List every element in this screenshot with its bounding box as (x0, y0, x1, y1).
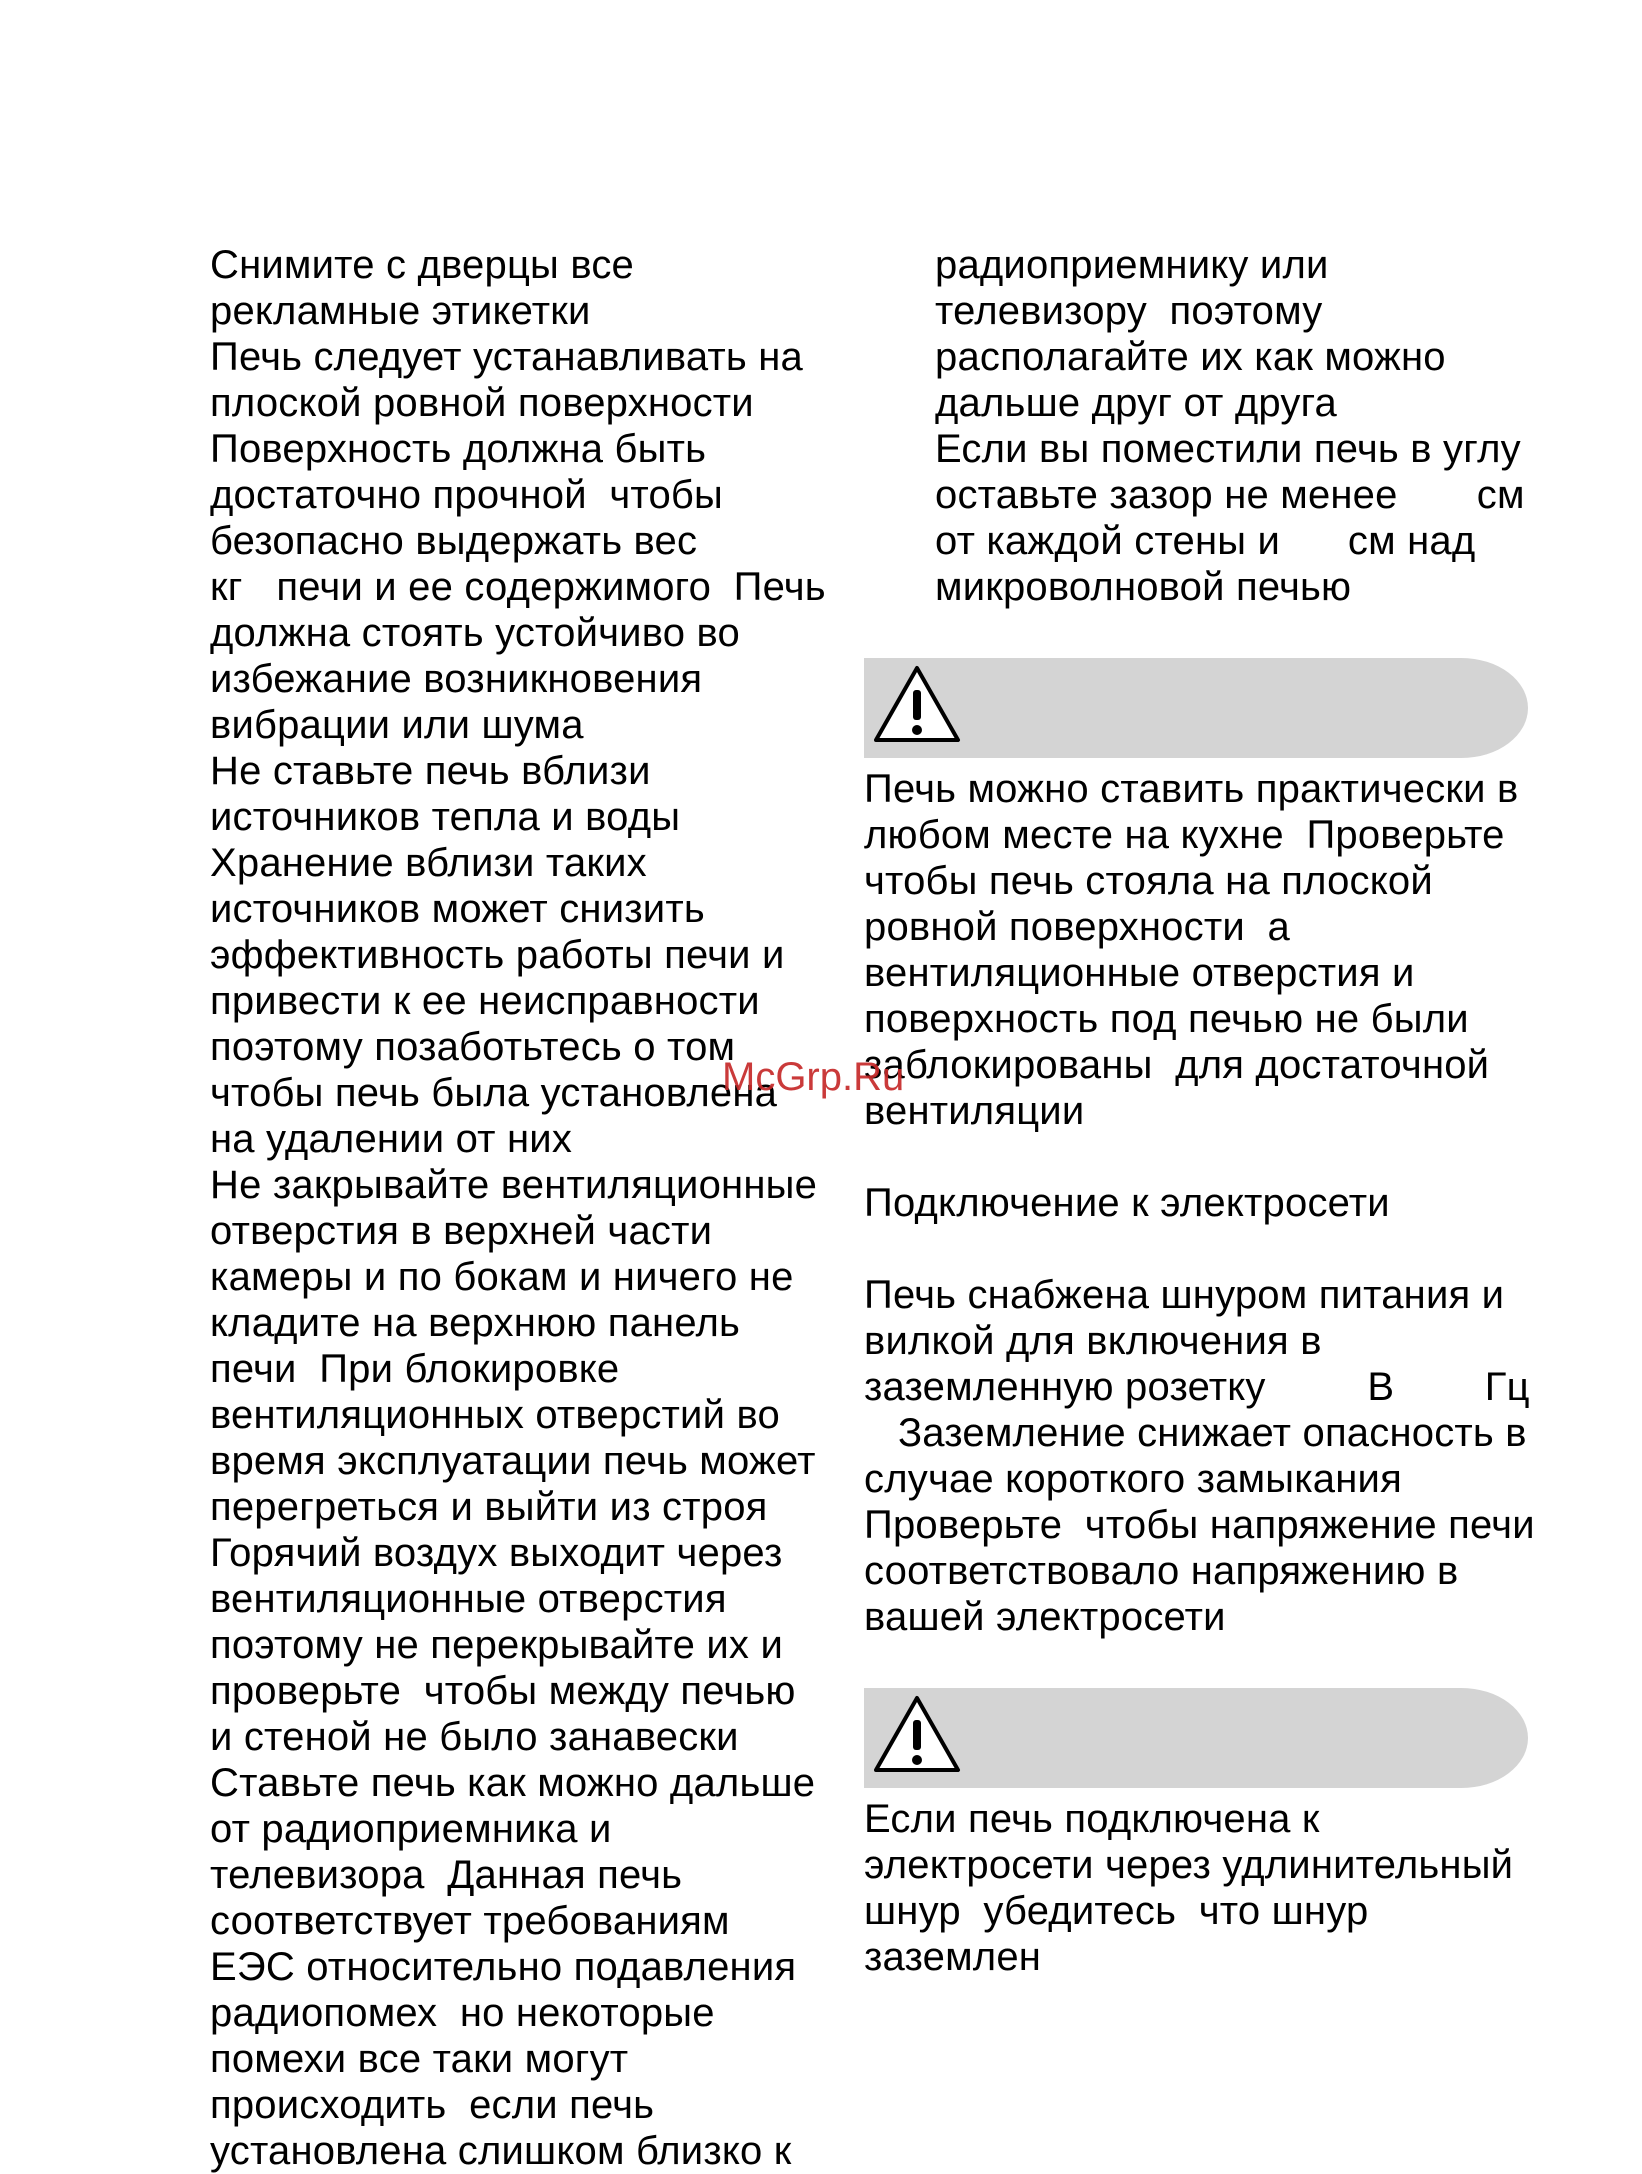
left-line: привести к ее неисправности (210, 979, 760, 1023)
left-line: кладите на верхнюю панель (210, 1301, 741, 1345)
warning-triangle-icon (872, 1694, 962, 1774)
left-line: Снимите с дверцы все (210, 243, 634, 287)
left-line: кг печи и ее содержимого Печь (210, 565, 826, 609)
right-line: от каждой стены и см над (935, 519, 1476, 563)
right-line: дальше друг от друга (935, 381, 1337, 425)
power-line: Проверьте чтобы напряжение печи (864, 1503, 1535, 1547)
left-line: отверстия в верхней части (210, 1209, 713, 1253)
left-line: Горячий воздух выходит через (210, 1531, 783, 1575)
warning2-line: шнур убедитесь что шнур (864, 1889, 1369, 1933)
left-line: вибрации или шума (210, 703, 584, 747)
left-line: происходить если печь (210, 2083, 655, 2127)
left-line: Печь следует устанавливать на (210, 335, 804, 379)
right-line: радиоприемнику или (935, 243, 1329, 287)
left-line: на удалении от них (210, 1117, 573, 1161)
warning1-line: заблокированы для достаточной (864, 1043, 1490, 1087)
left-line: эффективность работы печи и (210, 933, 785, 977)
left-line: ЕЭС относительно подавления (210, 1945, 797, 1989)
left-line: избежание возникновения (210, 657, 703, 701)
power-line: Заземление снижает опасность в (864, 1411, 1527, 1455)
right-line: микроволновой печью (935, 565, 1352, 609)
power-line: заземленную розетку В Гц (864, 1365, 1530, 1409)
power-line: случае короткого замыкания (864, 1457, 1402, 1501)
power-line: вилкой для включения в (864, 1319, 1322, 1363)
left-line: источников может снизить (210, 887, 705, 931)
right-line: Если вы поместили печь в углу (935, 427, 1521, 471)
right-line: оставьте зазор не менее см (935, 473, 1525, 517)
warning1-line: вентиляции (864, 1089, 1085, 1133)
left-line: и стеной не было занавески (210, 1715, 739, 1759)
left-line: достаточно прочной чтобы (210, 473, 723, 517)
warning1-line: ровной поверхности а (864, 905, 1290, 949)
left-line: вентиляционные отверстия (210, 1577, 727, 1621)
warning-triangle-icon (872, 664, 962, 744)
right-line: телевизору поэтому (935, 289, 1323, 333)
warning2-line: электросети через удлинительный (864, 1843, 1514, 1887)
left-line: рекламные этикетки (210, 289, 591, 333)
left-line: от радиоприемника и (210, 1807, 612, 1851)
warning2-line: заземлен (864, 1935, 1042, 1979)
left-line: соответствует требованиям (210, 1899, 730, 1943)
left-line: проверьте чтобы между печью (210, 1669, 796, 1713)
warning-band-1 (864, 658, 1528, 758)
left-line: безопасно выдержать вес (210, 519, 698, 563)
left-line: Не закрывайте вентиляционные (210, 1163, 818, 1207)
left-line: Не ставьте печь вблизи (210, 749, 651, 793)
left-line: поэтому позаботьтесь о том (210, 1025, 736, 1069)
section-heading: Подключение к электросети (864, 1181, 1390, 1225)
power-line: Печь снабжена шнуром питания и (864, 1273, 1505, 1317)
left-line: камеры и по бокам и ничего не (210, 1255, 794, 1299)
warning1-line: поверхность под печью не были (864, 997, 1469, 1041)
left-line: Хранение вблизи таких (210, 841, 647, 885)
warning-band-2 (864, 1688, 1528, 1788)
left-line: печи При блокировке (210, 1347, 620, 1391)
warning1-line: любом месте на кухне Проверьте (864, 813, 1505, 857)
left-line: чтобы печь была установлена (210, 1071, 778, 1115)
warning1-line: вентиляционные отверстия и (864, 951, 1415, 995)
left-line: помехи все таки могут (210, 2037, 629, 2081)
left-line: вентиляционных отверстий во (210, 1393, 780, 1437)
right-line: располагайте их как можно (935, 335, 1446, 379)
power-line: вашей электросети (864, 1595, 1226, 1639)
left-line: плоской ровной поверхности (210, 381, 754, 425)
warning1-line: чтобы печь стояла на плоской (864, 859, 1433, 903)
watermark: McGrp.Ru (722, 1055, 905, 1099)
left-line: время эксплуатации печь может (210, 1439, 816, 1483)
left-line: должна стоять устойчиво во (210, 611, 740, 655)
left-line: перегреться и выйти из строя (210, 1485, 768, 1529)
power-line: соответствовало напряжению в (864, 1549, 1459, 1593)
left-line: установлена слишком близко к (210, 2129, 792, 2173)
left-line: Ставьте печь как можно дальше (210, 1761, 816, 1805)
warning1-line: Печь можно ставить практически в (864, 767, 1519, 811)
left-line: телевизора Данная печь (210, 1853, 683, 1897)
left-line: Поверхность должна быть (210, 427, 707, 471)
left-line: поэтому не перекрывайте их и (210, 1623, 783, 1667)
left-line: радиопомех но некоторые (210, 1991, 715, 2035)
warning2-line: Если печь подключена к (864, 1797, 1320, 1841)
left-line: источников тепла и воды (210, 795, 681, 839)
